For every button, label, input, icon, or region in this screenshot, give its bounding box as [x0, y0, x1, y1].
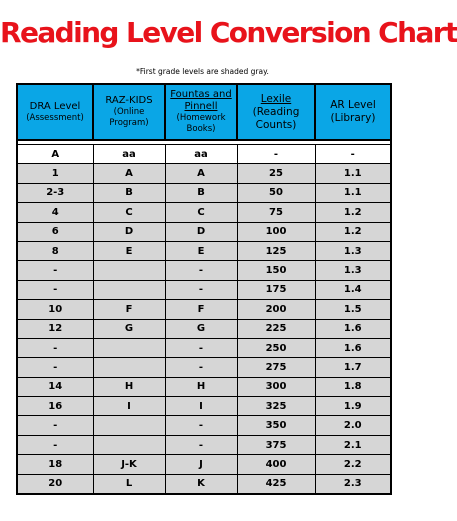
- table-row: [17, 241, 391, 260]
- cell-dra: -: [17, 338, 93, 357]
- table-row: [17, 397, 391, 416]
- cell-raz-kids: G: [93, 319, 165, 338]
- table-row: [17, 261, 391, 280]
- cell-ar-level: 1.8: [315, 377, 391, 396]
- cell-lexile: -: [237, 145, 315, 164]
- cell-fountas-pinnell: -: [165, 416, 237, 435]
- cell-dra: A: [17, 145, 93, 164]
- cell-ar-level: 1.6: [315, 319, 391, 338]
- cell-fountas-pinnell: B: [165, 183, 237, 202]
- cell-fountas-pinnell: F: [165, 300, 237, 319]
- table-row: [17, 300, 391, 319]
- cell-ar-level: 2.2: [315, 455, 391, 474]
- cell-dra: 12: [17, 319, 93, 338]
- table-row: [17, 455, 391, 474]
- cell-fountas-pinnell: -: [165, 338, 237, 357]
- cell-fountas-pinnell: aa: [165, 145, 237, 164]
- cell-ar-level: 1.4: [315, 280, 391, 299]
- cell-lexile: 275: [237, 358, 315, 377]
- header-lexile-subtitle: (Reading Counts): [252, 105, 300, 131]
- cell-raz-kids: [93, 280, 165, 299]
- cell-dra: -: [17, 261, 93, 280]
- cell-ar-level: 2.1: [315, 435, 391, 454]
- cell-lexile: 125: [237, 241, 315, 260]
- cell-fountas-pinnell: J: [165, 455, 237, 474]
- cell-ar-level: 1.1: [315, 164, 391, 183]
- table-row: [17, 377, 391, 396]
- cell-fountas-pinnell: A: [165, 164, 237, 183]
- cell-fountas-pinnell: -: [165, 358, 237, 377]
- header-fountas-pinnell-title: Fountas and Pinnell: [170, 89, 232, 112]
- cell-fountas-pinnell: C: [165, 203, 237, 222]
- cell-fountas-pinnell: I: [165, 397, 237, 416]
- table-row: [17, 222, 391, 241]
- conversion-table: [16, 83, 392, 495]
- table-row: [17, 145, 391, 164]
- table-row: [17, 416, 391, 435]
- cell-raz-kids: aa: [93, 145, 165, 164]
- cell-lexile: 325: [237, 397, 315, 416]
- cell-ar-level: 1.9: [315, 397, 391, 416]
- cell-dra: 6: [17, 222, 93, 241]
- cell-dra: -: [17, 358, 93, 377]
- table-row: [17, 183, 391, 202]
- cell-raz-kids: [93, 358, 165, 377]
- header-raz-kids-title: RAZ-KIDS: [105, 95, 153, 106]
- cell-raz-kids: [93, 338, 165, 357]
- cell-lexile: 50: [237, 183, 315, 202]
- cell-lexile: 200: [237, 300, 315, 319]
- table-row: [17, 358, 391, 377]
- header-ar-level-title: AR Level: [330, 99, 376, 111]
- cell-ar-level: 1.2: [315, 203, 391, 222]
- cell-lexile: 100: [237, 222, 315, 241]
- cell-fountas-pinnell: -: [165, 435, 237, 454]
- cell-ar-level: 1.3: [315, 241, 391, 260]
- cell-fountas-pinnell: H: [165, 377, 237, 396]
- cell-raz-kids: L: [93, 474, 165, 494]
- cell-fountas-pinnell: -: [165, 261, 237, 280]
- cell-fountas-pinnell: E: [165, 241, 237, 260]
- cell-ar-level: 1.1: [315, 183, 391, 202]
- cell-dra: 8: [17, 241, 93, 260]
- cell-raz-kids: H: [93, 377, 165, 396]
- page-title: Reading Level Conversion Chart: [0, 16, 457, 49]
- cell-ar-level: 2.3: [315, 474, 391, 494]
- table-row: [17, 474, 391, 494]
- cell-lexile: 300: [237, 377, 315, 396]
- cell-fountas-pinnell: D: [165, 222, 237, 241]
- cell-dra: 20: [17, 474, 93, 494]
- cell-raz-kids: J-K: [93, 455, 165, 474]
- cell-dra: 2-3: [17, 183, 93, 202]
- cell-dra: 4: [17, 203, 93, 222]
- header-raz-kids-subtitle: (Online Program): [109, 107, 149, 128]
- cell-raz-kids: I: [93, 397, 165, 416]
- cell-dra: 16: [17, 397, 93, 416]
- table-row: [17, 280, 391, 299]
- header-dra-subtitle: (Assessment): [26, 112, 84, 123]
- cell-dra: -: [17, 416, 93, 435]
- cell-raz-kids: [93, 416, 165, 435]
- table-row: [17, 338, 391, 357]
- cell-lexile: 75: [237, 203, 315, 222]
- header-row: [17, 84, 391, 140]
- cell-raz-kids: F: [93, 300, 165, 319]
- cell-raz-kids: C: [93, 203, 165, 222]
- cell-ar-level: 1.5: [315, 300, 391, 319]
- cell-lexile: 350: [237, 416, 315, 435]
- cell-lexile: 375: [237, 435, 315, 454]
- cell-raz-kids: [93, 435, 165, 454]
- table-row: [17, 164, 391, 183]
- cell-raz-kids: B: [93, 183, 165, 202]
- cell-fountas-pinnell: -: [165, 280, 237, 299]
- header-dra-title: DRA Level: [29, 100, 81, 112]
- cell-lexile: 425: [237, 474, 315, 494]
- cell-lexile: 25: [237, 164, 315, 183]
- header-lexile: [237, 84, 315, 140]
- cell-dra: 18: [17, 455, 93, 474]
- cell-ar-level: 2.0: [315, 416, 391, 435]
- header-dra: [17, 84, 93, 140]
- cell-dra: 14: [17, 377, 93, 396]
- header-fountas-pinnell: [165, 84, 237, 140]
- cell-ar-level: -: [315, 145, 391, 164]
- shading-note: *First grade levels are shaded gray.: [136, 67, 269, 76]
- cell-ar-level: 1.7: [315, 358, 391, 377]
- cell-ar-level: 1.3: [315, 261, 391, 280]
- header-raz-kids: [93, 84, 165, 140]
- header-ar-level: [315, 84, 391, 140]
- cell-raz-kids: [93, 261, 165, 280]
- header-lexile-title: Lexile: [260, 92, 292, 105]
- cell-raz-kids: A: [93, 164, 165, 183]
- cell-lexile: 225: [237, 319, 315, 338]
- cell-raz-kids: D: [93, 222, 165, 241]
- cell-lexile: 250: [237, 338, 315, 357]
- cell-fountas-pinnell: G: [165, 319, 237, 338]
- cell-lexile: 400: [237, 455, 315, 474]
- cell-lexile: 175: [237, 280, 315, 299]
- cell-dra: -: [17, 280, 93, 299]
- cell-dra: 10: [17, 300, 93, 319]
- table-row: [17, 435, 391, 454]
- header-ar-level-subtitle: (Library): [330, 112, 376, 124]
- cell-fountas-pinnell: K: [165, 474, 237, 494]
- cell-raz-kids: E: [93, 241, 165, 260]
- header-fountas-pinnell-subtitle: (Homework Books): [176, 113, 226, 134]
- table-row: [17, 319, 391, 338]
- cell-dra: -: [17, 435, 93, 454]
- cell-ar-level: 1.2: [315, 222, 391, 241]
- table-body: [17, 145, 391, 495]
- cell-ar-level: 1.6: [315, 338, 391, 357]
- table-row: [17, 203, 391, 222]
- cell-lexile: 150: [237, 261, 315, 280]
- cell-dra: 1: [17, 164, 93, 183]
